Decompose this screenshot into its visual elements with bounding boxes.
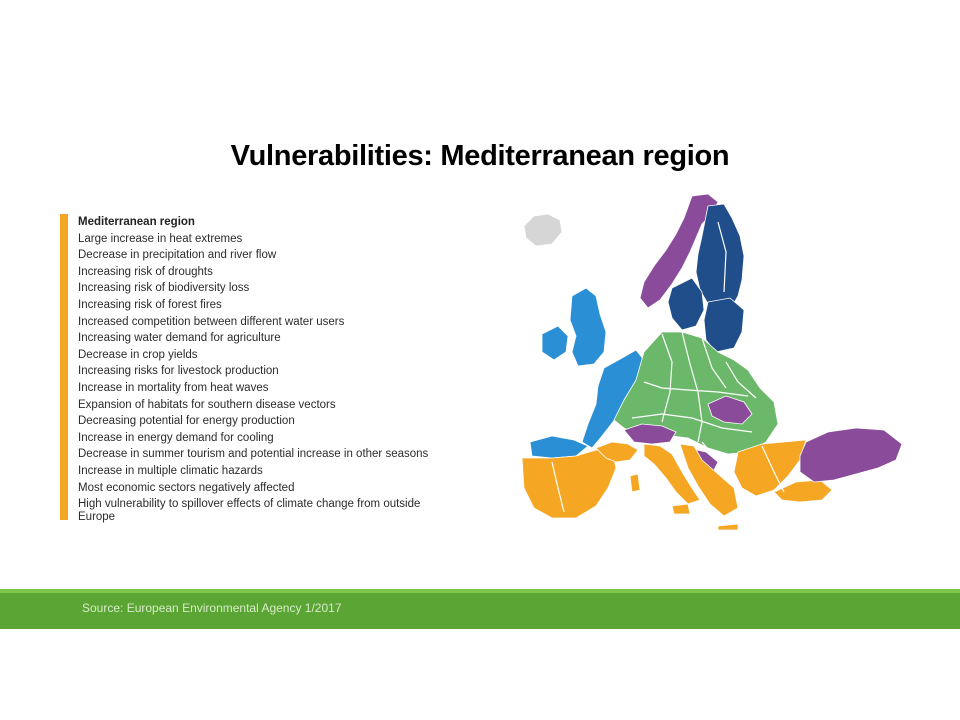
legend-item: Increasing risk of forest fires: [78, 298, 222, 311]
legend-item: Increasing risk of droughts: [78, 265, 213, 278]
map-region-boreal-baltics: [704, 298, 744, 352]
legend-item: Increasing risks for livestock production: [78, 365, 279, 378]
legend-item: Increasing water demand for agriculture: [78, 332, 281, 345]
legend-item: Increase in energy demand for cooling: [78, 431, 274, 444]
legend-item: Decreasing potential for energy production: [78, 415, 295, 428]
footer-highlight-line: [0, 589, 960, 593]
region-legend: [60, 214, 500, 524]
map-region-boreal-sweden-south: [668, 278, 704, 330]
legend-item: Increase in mortality from heat waves: [78, 381, 269, 394]
map-region-mediterranean-iberia: [522, 450, 616, 518]
map-region-mediterranean-sicily: [672, 504, 690, 514]
legend-item: Most economic sectors negatively affected: [78, 481, 295, 494]
map-region-atlantic-uk: [570, 288, 606, 366]
europe-region-map: [512, 192, 912, 532]
legend-item: Decrease in precipitation and river flow: [78, 249, 277, 262]
legend-item: Increasing risk of biodiversity loss: [78, 282, 250, 295]
legend-item: Decrease in summer tourism and potential increase in other seasons: [78, 448, 429, 461]
legend-list: [78, 214, 438, 524]
map-region-atlantic-ireland: [542, 326, 568, 360]
legend-item: Decrease in crop yields: [78, 348, 198, 361]
legend-heading: Mediterranean region: [78, 216, 195, 228]
legend-accent-bar: [60, 214, 68, 520]
legend-item: Increased competition between different water users: [78, 315, 345, 328]
legend-item: Increase in multiple climatic hazards: [78, 464, 263, 477]
map-region-anatolian-mountains: [800, 428, 902, 482]
source-citation: Source: European Environmental Agency 1/2017: [82, 601, 342, 615]
map-region-mediterranean-sardinia: [630, 474, 640, 492]
map-region-iceland: [524, 214, 562, 246]
europe-map-svg: [512, 192, 912, 532]
slide-title: Vulnerabilities: Mediterranean region: [230, 140, 730, 172]
legend-item: Expansion of habitats for southern disease vectors: [78, 398, 336, 411]
legend-item: Large increase in heat extremes: [78, 232, 243, 245]
map-region-mediterranean-turkey-south: [774, 480, 832, 502]
legend-item: High vulnerability to spillover effects of climate change from outside Europe: [78, 498, 421, 524]
map-region-mediterranean-crete: [718, 524, 738, 530]
